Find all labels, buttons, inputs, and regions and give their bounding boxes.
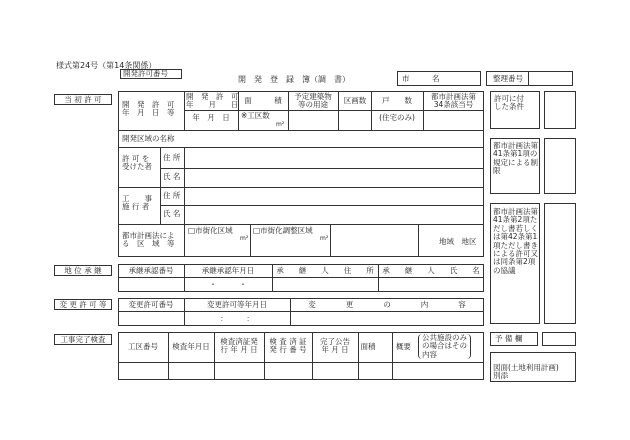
control-area-checkbox[interactable]: □市街化調整区域: [253, 226, 313, 235]
reserve-label: 予 備 欄: [495, 334, 523, 343]
permit-date-sub: 年 月 日: [192, 113, 230, 122]
completion-header-inspection-date: 検査年月日: [172, 342, 210, 351]
succession-header-approval-date: 承継承認年月日: [201, 266, 255, 275]
sqm-unit-1: m²: [276, 121, 285, 128]
conditions-label: 許可に付 した条件: [494, 94, 524, 112]
section-change-permit: 変 更 許 可 等: [59, 300, 107, 309]
form-reference: 様式第24号（第14条関係）: [56, 61, 157, 70]
completion-header-area: 面積: [360, 342, 376, 351]
section-completion-inspection: 工事完了検査: [60, 335, 106, 344]
section-initial-permit: 当 初 許 可: [64, 95, 102, 104]
completion-header-summary: 概要: [396, 342, 411, 351]
succession-header-approval-no: 承継承認番号: [128, 266, 174, 275]
completion-header-zone-no: 工区番号: [128, 342, 158, 351]
article34-col: 都市計画法第 34条該当号: [431, 92, 476, 110]
permittee-label: 許 可 を 受けた者: [122, 154, 152, 172]
completion-header-cert-no: 検 査 済 証 発 行 番 号: [269, 337, 307, 355]
completion-header-cert-date: 検査済証発 行 年 月 日: [220, 337, 258, 355]
urbanization-area-checkbox[interactable]: □市街化区域: [188, 226, 233, 235]
permit-date-label: 開 発 許 可 年 月 日 等: [122, 100, 175, 118]
city-label: 市 名: [402, 74, 440, 83]
sqm-unit-3: m²: [320, 235, 329, 242]
drawings-label: 図面(土地利用計画) 別添: [493, 363, 559, 381]
sqm-unit-2: m²: [240, 235, 249, 242]
permit-number-label: 開発許可番号: [123, 69, 168, 78]
change-date-dots: ： ：: [220, 314, 254, 323]
conditions-value-box: [544, 91, 576, 129]
change-header-permit-no: 変更許可番号: [128, 300, 174, 309]
contractor-address-label: 住 所: [163, 191, 181, 200]
zone-col: 区画数: [343, 96, 367, 105]
permit-number-col: 開 発 許 可 年 月 日: [186, 92, 239, 110]
district-label: 地域 地区: [439, 237, 477, 246]
change-header-permit-date: 変更許可等年月日: [207, 300, 267, 309]
building-use-col: 予定建築物 等の用途: [294, 92, 332, 110]
art41-restriction-value-box: [544, 138, 576, 194]
area-col: 面 積: [244, 96, 282, 105]
urban-zone-label: 都市計画法によ る 区 域 等: [122, 231, 175, 249]
change-header-content: 変 更 の 内 容: [308, 300, 466, 309]
contractor-name-label: 氏 名: [163, 209, 181, 218]
completion-header-notice-date: 完了公告 年 月 日: [320, 337, 350, 355]
permittee-name-label: 氏 名: [163, 172, 181, 181]
reserve-value-box: [542, 332, 576, 346]
permittee-address-label: 住 所: [163, 153, 181, 162]
ref-no-label: 整理番号: [493, 74, 523, 83]
development-area-name-label: 開発区域の名称: [122, 134, 175, 143]
succession-header-successor-address: 承 継 人 住 所: [276, 266, 374, 275]
residential-note: (住宅のみ): [379, 113, 415, 122]
succession-date-dots: ・ ・: [209, 280, 247, 289]
art41-proviso-label: 都市計画法第41条第2項ただし書若しくは第42条第1項ただし書きによる許可又は同条第2項の協議: [493, 207, 538, 275]
section-status-succession: 地 位 承 継: [64, 266, 102, 275]
contractor-label: 工 事 施 行 者: [122, 194, 152, 212]
factory-note: ※工区数: [241, 111, 270, 120]
art41-proviso-value-box: [544, 203, 576, 324]
page-title: 開 発 登 録 簿（調 書）: [238, 75, 350, 84]
public-facility-note: 公共施設のみ の場合はその 内容: [418, 334, 471, 359]
art41-restriction-label: 都市計画法第41条第1項の規定による制限: [493, 141, 538, 176]
succession-header-successor-name: 承 継 人 氏 名: [382, 266, 480, 275]
unit-col: 戸 数: [382, 96, 412, 105]
